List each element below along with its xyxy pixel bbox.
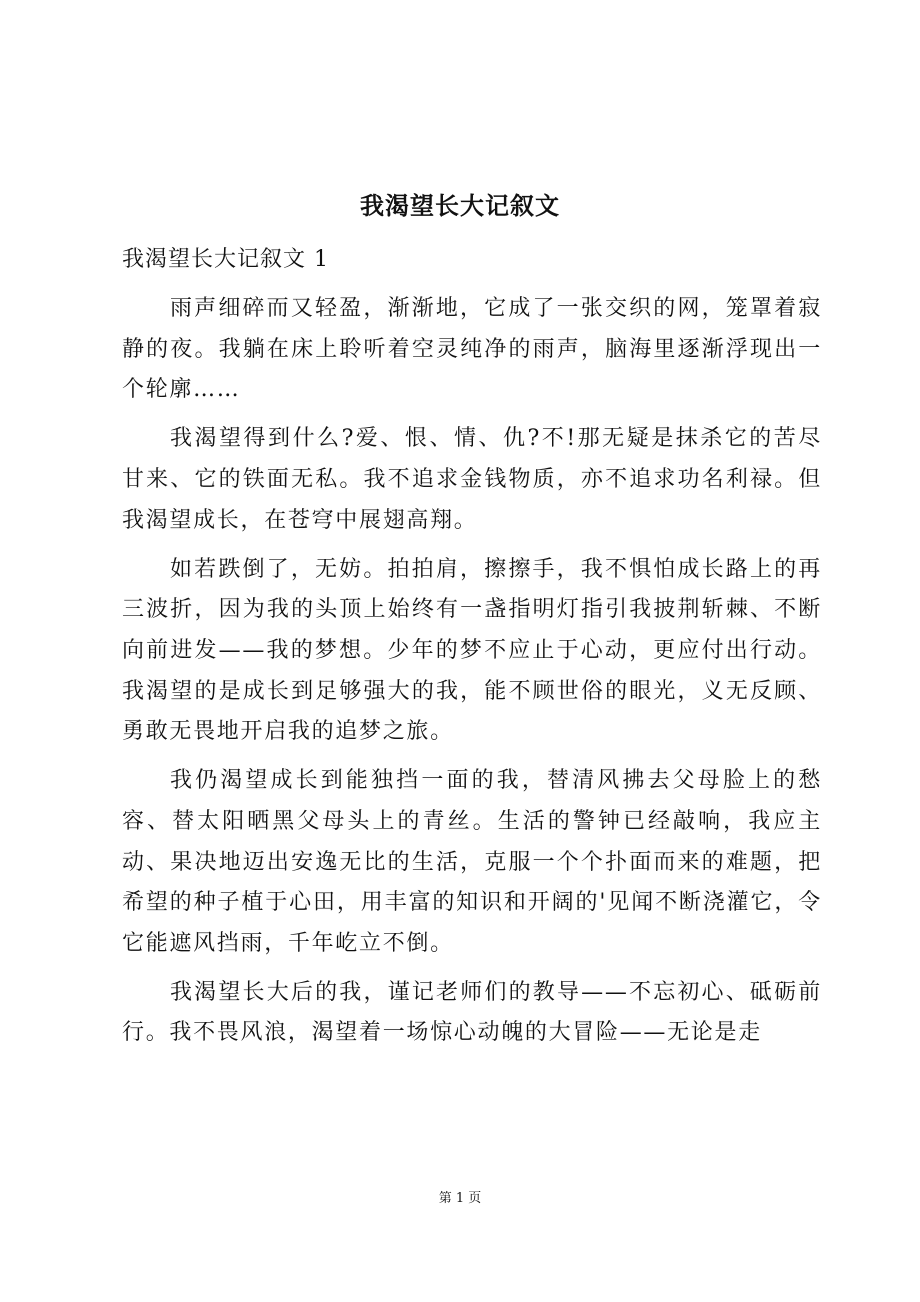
paragraph: 我仍渴望成长到能独挡一面的我，替清风拂去父母脸上的愁容、替太阳晒黑父母头上的青丝。生活的警钟已经敲响，我应主动、果决地迈出安逸无比的生活，克服一个个扑面而来的难题，把希望的种子植于心田，用丰富的知识和开阔的'见闻不断浇灌它，令它能遮风挡雨，千年屹立不倒。	[122, 768, 822, 956]
paragraph: 如若跌倒了，无妨。拍拍肩，擦擦手，我不惧怕成长路上的再三波折，因为我的头顶上始终有一盏指明灯指引我披荆斩棘、不断向前进发——我的梦想。少年的梦不应止于心动，更应付出行动。我渴望的是成长到足够强大的我，能不顾世俗的眼光，义无反顾、勇敢无畏地开启我的追梦之旅。	[122, 556, 822, 745]
document-body	[122, 289, 822, 1063]
document-subtitle: 我渴望长大记叙文 1	[122, 247, 329, 272]
paragraph: 我渴望得到什么?爱、恨、情、仇?不!那无疑是抹杀它的苦尽甘来、它的铁面无私。我不追求金钱物质，亦不追求功名利禄。但我渴望成长，在苍穹中展翅高翔。	[122, 426, 822, 533]
page-number-footer: 第 1 页	[438, 1191, 482, 1206]
paragraph: 雨声细碎而又轻盈，渐渐地，它成了一张交织的网，笼罩着寂静的夜。我躺在床上聆听着空灵纯净的雨声，脑海里逐渐浮现出一个轮廓……	[122, 296, 822, 403]
paragraph: 我渴望长大后的我，谨记老师们的教导——不忘初心、砥砺前行。我不畏风浪，渴望着一场惊心动魄的大冒险——无论是走	[122, 979, 822, 1046]
document-title: 我渴望长大记叙文	[360, 191, 560, 220]
